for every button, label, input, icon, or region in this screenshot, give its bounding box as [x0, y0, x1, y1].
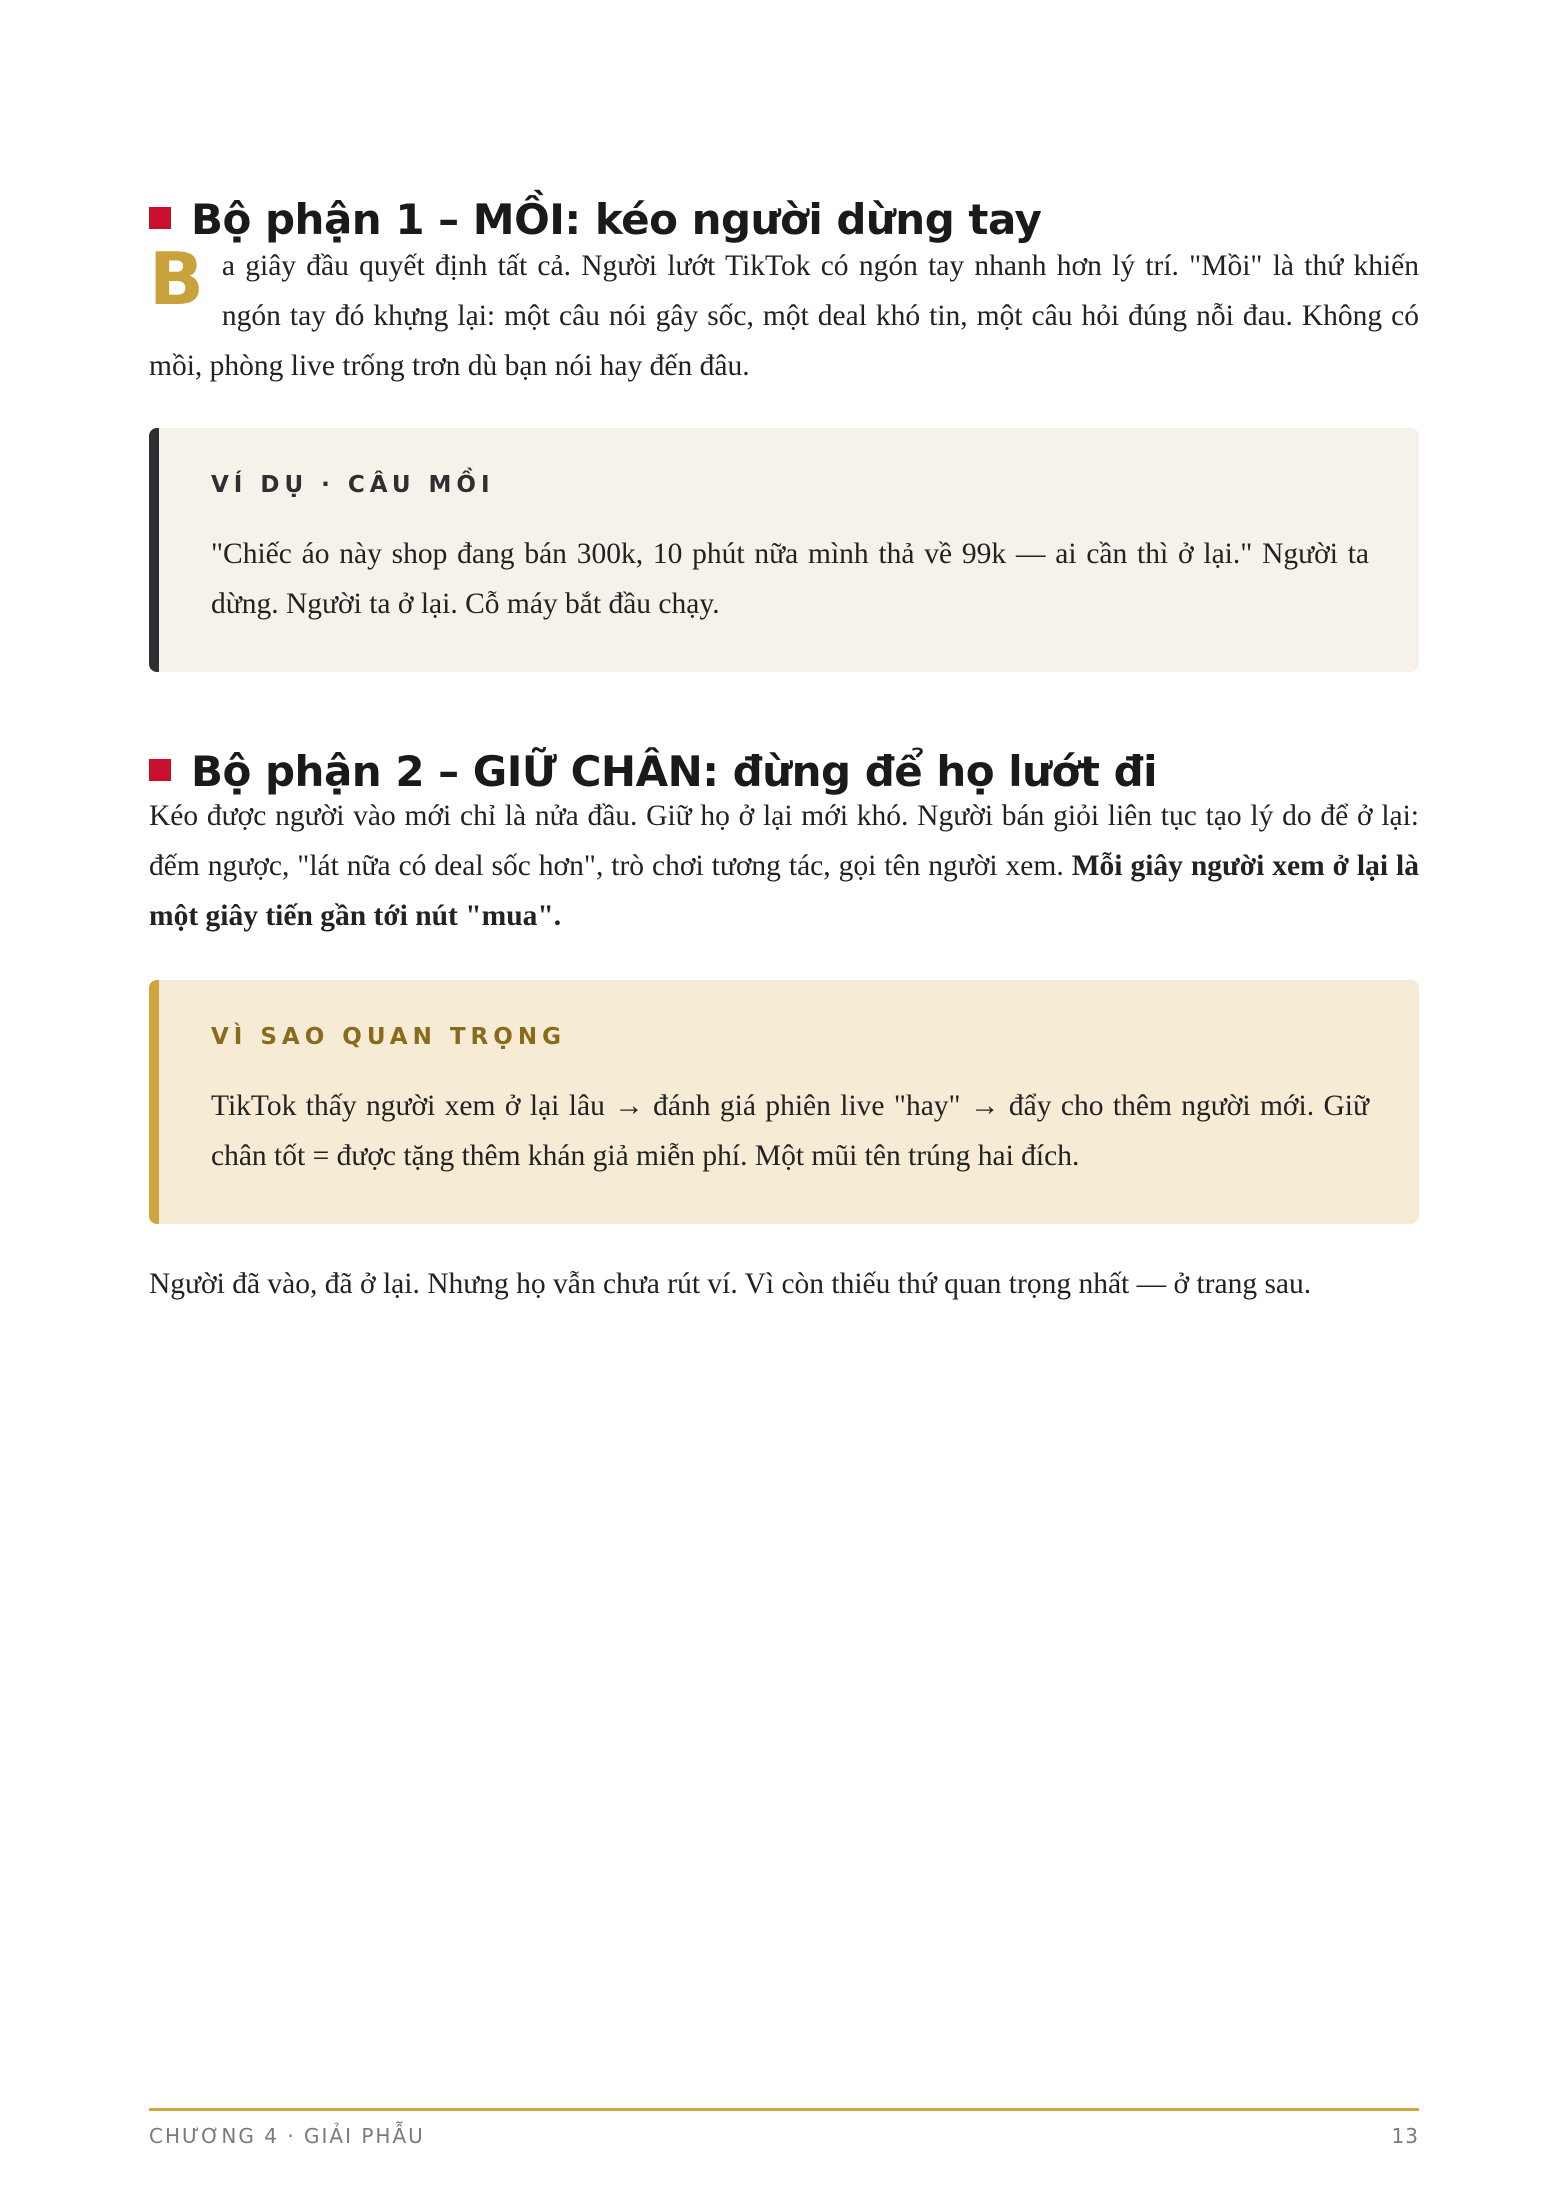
section-2-paragraph-bold: Mỗi giây người xem ở lại là một giây tiến gần tới nút "mua".	[149, 850, 1419, 932]
section-2-paragraph	[149, 791, 1419, 941]
importance-callout-body: TikTok thấy người xem ở lại lâu → đánh giá phiên live "hay" → đẩy cho thêm người mới. Giữ chân tốt = được tặng thêm khán giả miễn phí. Một mũi tên trúng hai đích.	[211, 1090, 1369, 1172]
example-callout	[149, 428, 1419, 672]
example-callout-body: "Chiếc áo này shop đang bán 300k, 10 phút nữa mình thả về 99k — ai cần thì ở lại." Người ta dừng. Người ta ở lại. Cỗ máy bắt đầu chạy.	[211, 538, 1369, 620]
document-page	[149, 0, 1419, 2200]
heading-square-icon	[149, 759, 171, 781]
section-1-paragraph-text: a giây đầu quyết định tất cả. Người lướt TikTok có ngón tay nhanh hơn lý trí. "Mồi" là thứ khiến ngón tay đó khựng lại: một câu nói gây sốc, một deal khó tin, một câu hỏi đúng nỗi đau. Không có mồi, phòng live trống trơn dù bạn nói hay đến đâu.	[149, 250, 1419, 382]
drop-cap: B	[149, 237, 204, 321]
section-2-heading	[149, 747, 1419, 796]
section-1-paragraph	[149, 237, 1419, 391]
footer-chapter: CHƯƠNG 4 · GIẢI PHẪU	[149, 2124, 425, 2148]
heading-square-icon	[149, 207, 171, 229]
section-1-heading	[149, 195, 1419, 244]
callout-accent-bar	[149, 980, 159, 1224]
page-number: 13	[1391, 2124, 1419, 2148]
section-1-heading-text: Bộ phận 1 – MỒI: kéo người dừng tay	[191, 194, 1042, 244]
section-2-heading-text: Bộ phận 2 – GIỮ CHÂN: đừng để họ lướt đi	[191, 746, 1158, 796]
callout-accent-bar	[149, 428, 159, 672]
example-callout-label: VÍ DỤ · CÂU MỒI	[211, 472, 495, 498]
section-2-paragraph-text: Kéo được người vào mới chỉ là nửa đầu. Giữ họ ở lại mới khó. Người bán giỏi liên tục tạo lý do để ở lại: đếm ngược, "lát nữa có deal sốc hơn", trò chơi tương tác, gọi tên người xem.	[149, 800, 1419, 882]
importance-callout	[149, 980, 1419, 1224]
footer-divider	[149, 2108, 1419, 2111]
importance-callout-label: VÌ SAO QUAN TRỌNG	[211, 1024, 566, 1050]
closing-paragraph: Người đã vào, đã ở lại. Nhưng họ vẫn chưa rút ví. Vì còn thiếu thứ quan trọng nhất — ở trang sau.	[149, 1268, 1312, 1300]
